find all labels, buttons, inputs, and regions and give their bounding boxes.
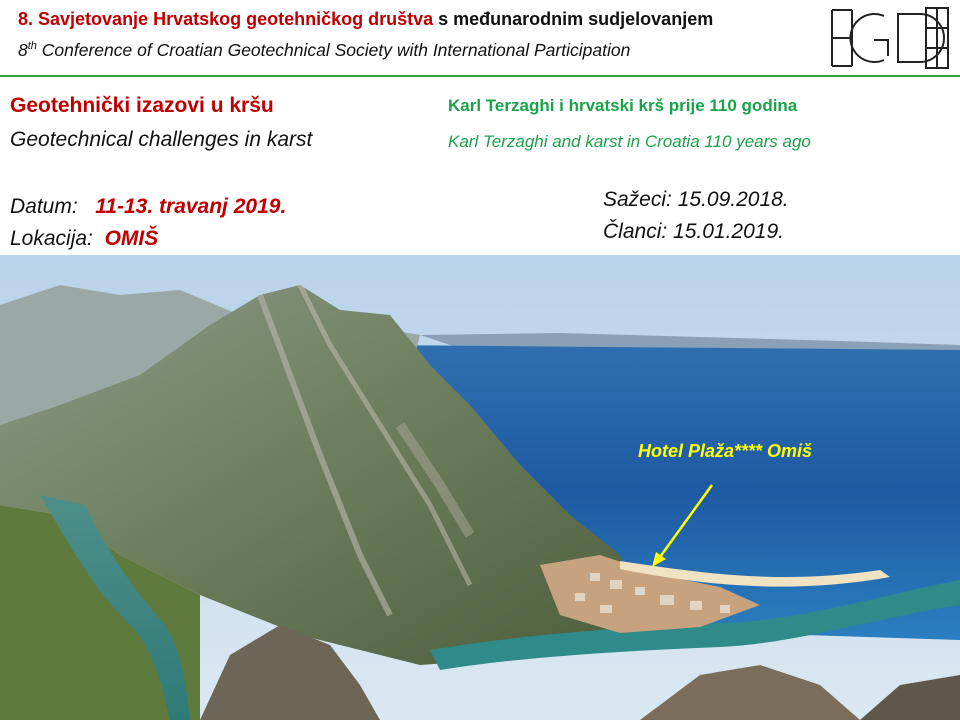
conference-title-en: [18, 40, 630, 61]
hgd-logo: [828, 6, 950, 70]
location-value: OMIŠ: [104, 227, 159, 250]
papers-deadline: Članci: 15.01.2019.: [603, 220, 784, 243]
terzaghi-title-en: Karl Terzaghi and karst in Croatia 110 years ago: [448, 132, 811, 151]
conference-title-hr-red: 8. Savjetovanje Hrvatskog geotehničkog društva: [18, 9, 434, 29]
conference-ordinal-suffix: th: [27, 40, 37, 53]
theme-title-hr: Geotehnički izazovi u kršu: [10, 94, 274, 117]
omis-aerial-photo: [0, 255, 960, 720]
date-row: [10, 195, 286, 219]
hotel-label: Hotel Plaža**** Omiš: [638, 441, 813, 461]
date-value: 11-13. travanj 2019.: [95, 195, 287, 218]
conference-ordinal: 8: [18, 40, 28, 60]
conference-title-hr: [18, 9, 713, 30]
abstracts-deadline: Sažeci: 15.09.2018.: [603, 188, 789, 211]
header-divider: [0, 75, 960, 77]
location-row: [10, 227, 158, 251]
conference-title-en-text: Conference of Croatian Geotechnical Society with International Participation: [36, 40, 631, 60]
location-label: Lokacija:: [10, 227, 93, 250]
conference-title-hr-black: s međunarodnim sudjelovanjem: [433, 9, 714, 29]
terzaghi-title-hr: Karl Terzaghi i hrvatski krš prije 110 godina: [448, 96, 798, 115]
theme-title-en: Geotechnical challenges in karst: [10, 128, 313, 151]
date-label: Datum:: [10, 195, 78, 218]
